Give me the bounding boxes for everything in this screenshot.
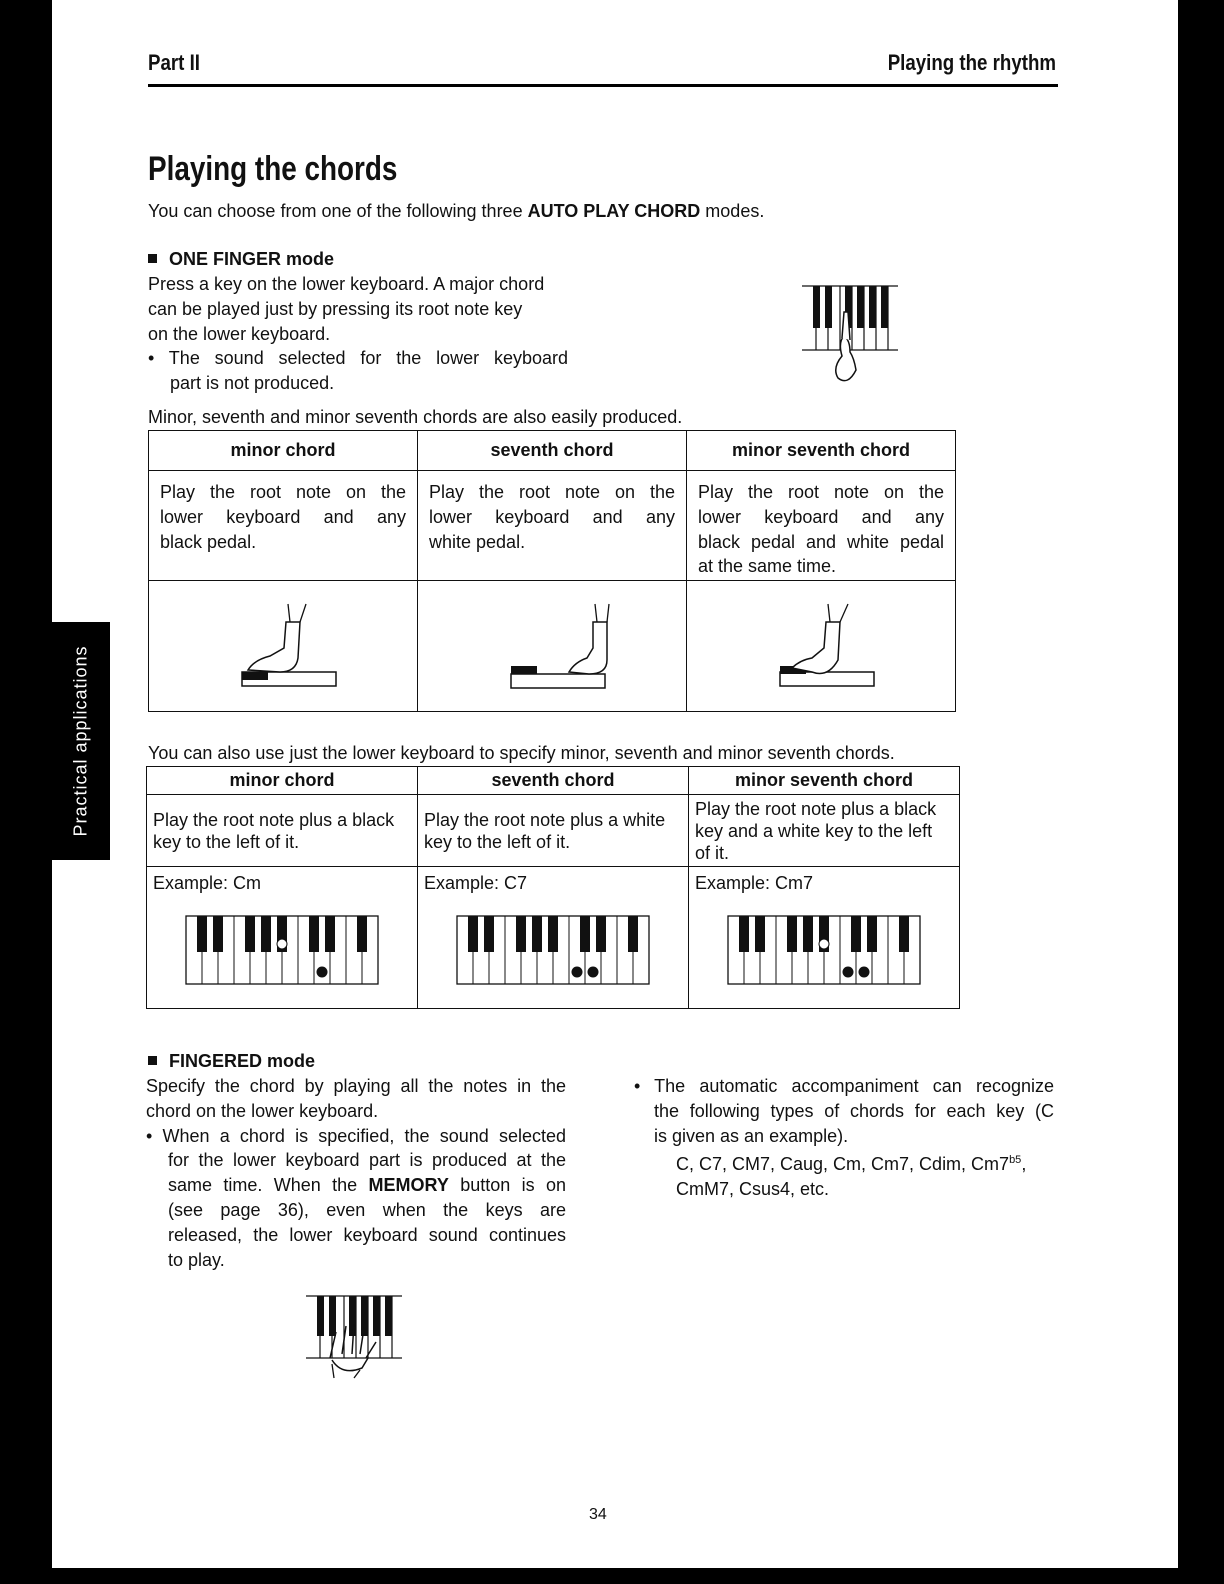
table2-example-minor-seventh: Example: Cm7: [689, 867, 960, 1009]
black-key: [357, 916, 367, 952]
side-tab-label: Practical applications: [70, 645, 91, 837]
page-title: Playing the chords: [148, 150, 398, 188]
black-key: [213, 916, 223, 952]
lower-keyboard-chord-table: [146, 766, 960, 1009]
black-key: [628, 916, 638, 952]
pressed-note-marker: [317, 967, 328, 978]
black-key: [899, 916, 909, 952]
table2-cell-seventh: Play the root note plus a white key to the left of it.: [418, 795, 689, 867]
left-border: [0, 0, 52, 1584]
pressed-note-marker: [572, 967, 583, 978]
black-key: [516, 916, 526, 952]
one-finger-heading: ONE FINGER mode: [148, 247, 334, 272]
black-key: [580, 916, 590, 952]
black-key: [867, 916, 877, 952]
table2-example-minor: Example: Cm: [147, 867, 418, 1009]
black-pedal-foot-illustration: [150, 582, 416, 710]
table2-example-seventh: Example: C7: [418, 867, 689, 1009]
keyboard-cm-illustration: [148, 894, 416, 998]
pressed-note-marker: [843, 967, 854, 978]
black-key: [851, 916, 861, 952]
black-key: [197, 916, 207, 952]
table2-header-seventh: seventh chord: [418, 767, 689, 795]
table1-cell-minor: Play the root note on the lower keyboard and any black pedal.: [149, 471, 418, 581]
black-key: [532, 916, 542, 952]
keyboard-cm7-illustration: [690, 894, 958, 998]
fingered-keyboard-illustration: [302, 1292, 408, 1382]
table2-header-minor: minor chord: [147, 767, 418, 795]
fingered-text: Specify the chord by playing all the notes in the chord on the lower keyboard. • When a chord is specified, the sound selected for the lower keyboard part is produced at the same time. When the MEMORY button is on (see page 36), even when the keys are released, the lower keyboard sound continues to play.: [146, 1076, 566, 1270]
fingered-heading: FINGERED mode: [148, 1049, 315, 1074]
black-key: [309, 916, 319, 952]
black-key: [596, 916, 606, 952]
one-finger-text: Press a key on the lower keyboard. A major chord can be played just by pressing its root note key on the lower keyboard. • The sound selected for the lower keyboard part is not produced.: [148, 274, 568, 394]
lower-keyboard-note: You can also use just the lower keyboard to specify minor, seventh and minor seventh chords.: [148, 743, 895, 763]
black-key: [803, 916, 813, 952]
header-part: Part II: [148, 50, 200, 75]
keyboard-c7-illustration: [419, 894, 687, 998]
minor-note: Minor, seventh and minor seventh chords are also easily produced.: [148, 407, 683, 427]
black-key: [484, 916, 494, 952]
black-key: [739, 916, 749, 952]
black-key: [325, 916, 335, 952]
white-pedal-foot-illustration: [419, 582, 685, 710]
chord-types-text: • The automatic accompaniment can recognize the following types of chords for each key (C is given as an example). C, C7, CM7, Caug, Cm, Cm7, Cdim, $Cm7^{b5}$, CmM7, Csus4, etc.: [634, 1076, 1054, 1200]
table1-cell-seventh: Play the root note on the lower keyboard and any white pedal.: [418, 471, 687, 581]
right-border: [1178, 0, 1224, 1584]
pedal-chord-table: [148, 430, 956, 712]
both-pedals-foot-illustration: [688, 582, 954, 710]
header-rule: [148, 84, 1058, 87]
table1-cell-minor-seventh: Play the root note on the lower keyboard and any black pedal and white pedal at the same time.: [687, 471, 956, 581]
table1-header-minor-seventh: minor seventh chord: [687, 431, 956, 471]
open-note-marker: [277, 939, 287, 949]
table1-pedal-seventh: [418, 581, 687, 712]
open-note-marker: [819, 939, 829, 949]
table2-cell-minor-seventh: Play the root note plus a black key and a white key to the left of it.: [689, 795, 960, 867]
table1-header-seventh: seventh chord: [418, 431, 687, 471]
table1-header-minor: minor chord: [149, 431, 418, 471]
black-key: [755, 916, 765, 952]
table2-cell-minor: Play the root note plus a black key to the left of it.: [147, 795, 418, 867]
black-key: [468, 916, 478, 952]
pressed-note-marker: [859, 967, 870, 978]
bottom-border: [0, 1568, 1224, 1584]
intro-paragraph: You can choose from one of the following three AUTO PLAY CHORD modes.: [148, 201, 765, 221]
table2-header-minor-seventh: minor seventh chord: [689, 767, 960, 795]
table1-pedal-minor: [149, 581, 418, 712]
pressed-note-marker: [588, 967, 599, 978]
black-key: [787, 916, 797, 952]
black-key: [261, 916, 271, 952]
header-section: Playing the rhythm: [887, 50, 1056, 75]
page-number: 34: [589, 1506, 607, 1523]
one-finger-keyboard-illustration: [798, 282, 904, 392]
black-key: [548, 916, 558, 952]
side-tab: [52, 622, 110, 860]
table1-pedal-minor-seventh: [687, 581, 956, 712]
black-key: [245, 916, 255, 952]
